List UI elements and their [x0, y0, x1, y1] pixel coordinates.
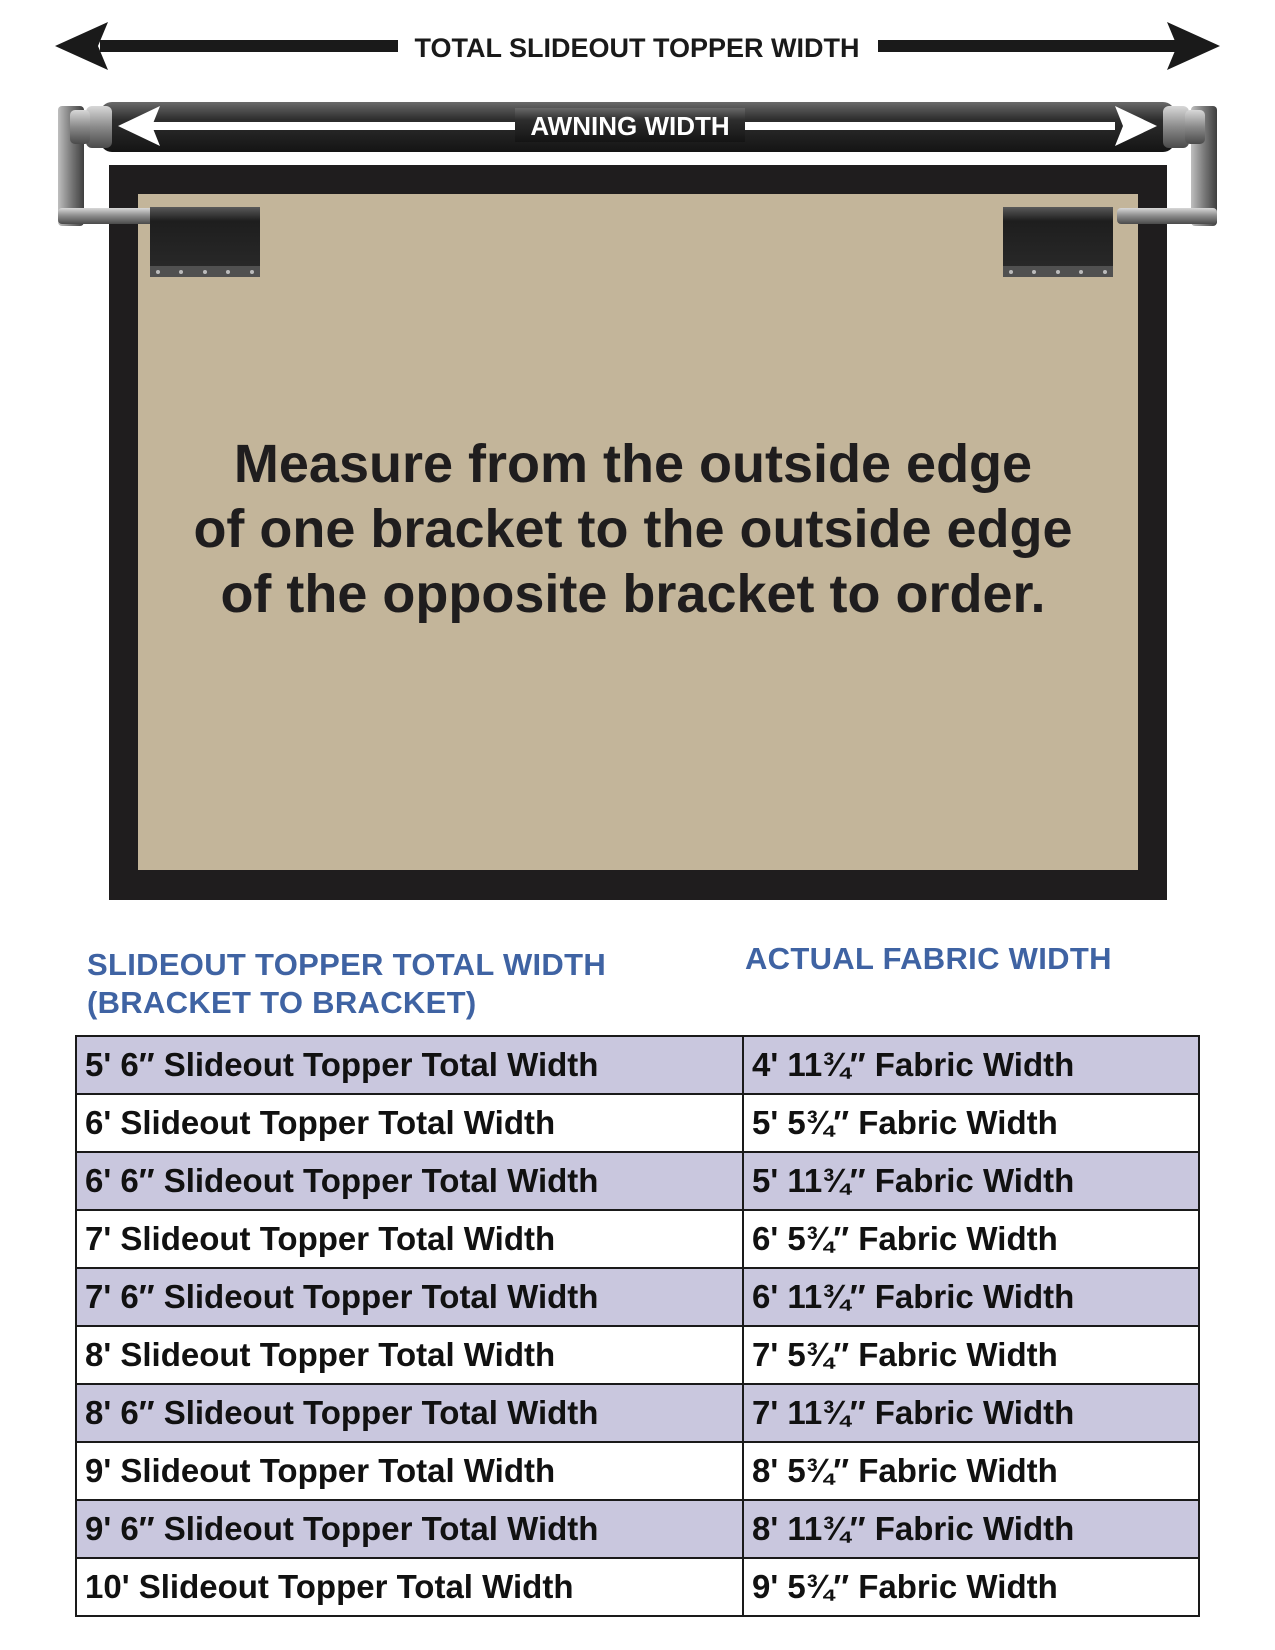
- topper-width-cell: 7' 6″ Slideout Topper Total Width: [76, 1268, 743, 1326]
- fabric-width-cell: 5' 11¾″ Fabric Width: [743, 1152, 1199, 1210]
- fabric-width-cell: 8' 11¾″ Fabric Width: [743, 1500, 1199, 1558]
- topper-width-cell: 8' Slideout Topper Total Width: [76, 1326, 743, 1384]
- table-row: [76, 1384, 1199, 1442]
- fabric-width-heading: ACTUAL FABRIC WIDTH: [745, 941, 1112, 976]
- fabric-width-cell: 5' 5¾″ Fabric Width: [743, 1094, 1199, 1152]
- instruction-line-2: of one bracket to the outside edge: [193, 499, 1073, 559]
- topper-width-cell: 6' Slideout Topper Total Width: [76, 1094, 743, 1152]
- awning-width-label: AWNING WIDTH: [530, 111, 730, 141]
- table-row: [76, 1326, 1199, 1384]
- table-row: [76, 1268, 1199, 1326]
- fabric-width-cell: 7' 5¾″ Fabric Width: [743, 1326, 1199, 1384]
- fabric-width-cell: 6' 5¾″ Fabric Width: [743, 1210, 1199, 1268]
- table-row: [76, 1500, 1199, 1558]
- total-width-label: TOTAL SLIDEOUT TOPPER WIDTH: [414, 33, 860, 63]
- fabric-width-cell: 4' 11¾″ Fabric Width: [743, 1036, 1199, 1094]
- instruction-line-1: Measure from the outside edge: [233, 434, 1033, 494]
- topper-width-cell: 6' 6″ Slideout Topper Total Width: [76, 1152, 743, 1210]
- fabric-width-cell: 7' 11¾″ Fabric Width: [743, 1384, 1199, 1442]
- measure-instruction: [193, 434, 1072, 624]
- instruction-line-3: of the opposite bracket to order.: [220, 564, 1046, 624]
- fabric-width-cell: 8' 5¾″ Fabric Width: [743, 1442, 1199, 1500]
- table-row: [76, 1442, 1199, 1500]
- table-row: [76, 1558, 1199, 1616]
- fabric-width-cell: 6' 11¾″ Fabric Width: [743, 1268, 1199, 1326]
- topper-width-heading: SLIDEOUT TOPPER TOTAL WIDTH (BRACKET TO BRACKET): [87, 947, 607, 1020]
- size-table: [75, 1035, 1200, 1617]
- table-row: [76, 1152, 1199, 1210]
- topper-width-cell: 7' Slideout Topper Total Width: [76, 1210, 743, 1268]
- topper-width-cell: 9' Slideout Topper Total Width: [76, 1442, 743, 1500]
- topper-width-cell: 8' 6″ Slideout Topper Total Width: [76, 1384, 743, 1442]
- total-width-arrow: [55, 22, 1220, 70]
- topper-width-cell: 5' 6″ Slideout Topper Total Width: [76, 1036, 743, 1094]
- table-row: [76, 1094, 1199, 1152]
- topper-width-cell: 10' Slideout Topper Total Width: [76, 1558, 743, 1616]
- table-row: [76, 1036, 1199, 1094]
- right-bracket: [1003, 207, 1113, 277]
- fabric-width-cell: 9' 5¾″ Fabric Width: [743, 1558, 1199, 1616]
- table-row: [76, 1210, 1199, 1268]
- topper-width-cell: 9' 6″ Slideout Topper Total Width: [76, 1500, 743, 1558]
- left-bracket: [150, 207, 260, 277]
